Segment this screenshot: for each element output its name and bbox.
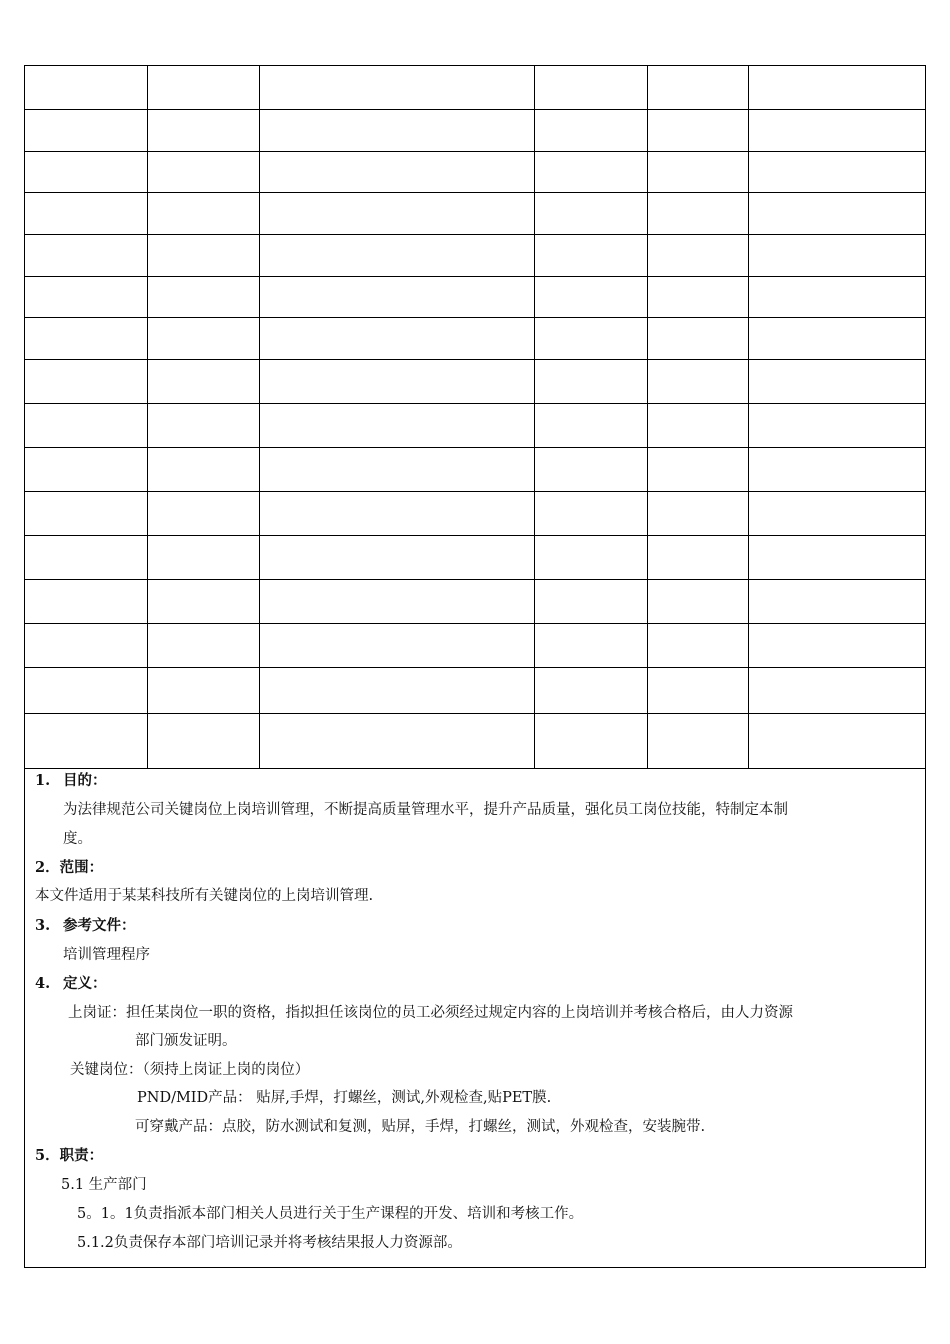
table-cell: [534, 491, 647, 535]
table-cell: [147, 535, 259, 579]
table-cell: [647, 403, 748, 447]
table-cell: [259, 66, 534, 109]
section-4-number: 4.: [35, 975, 51, 992]
definition-2: 关键岗位：（须持上岗证上岗的岗位）: [70, 1062, 310, 1078]
section-2-title: 2．范围：: [35, 859, 104, 876]
table-cell: [748, 151, 925, 192]
table-cell: [647, 192, 748, 234]
table-cell: [25, 403, 147, 447]
table-cell: [147, 491, 259, 535]
table-row: [25, 447, 925, 491]
table-cell: [647, 713, 748, 768]
table-cell: [748, 535, 925, 579]
table-row: [25, 403, 925, 447]
section-1-body-line1: 为法律规范公司关键岗位上岗培训管理，不断提高质量管理水平，提升产品质量，强化员工岗位技能，特制定本制: [63, 802, 788, 818]
table-cell: [25, 192, 147, 234]
table-cell: [647, 535, 748, 579]
table-row: [25, 317, 925, 359]
document-frame: [24, 65, 926, 1268]
section-5-1: 5.1 生产部门: [61, 1177, 147, 1193]
section-2-body: 本文件适用于某某科技所有关键岗位的上岗培训管理.: [35, 888, 374, 904]
table-cell: [647, 447, 748, 491]
table-cell: [748, 579, 925, 623]
table-cell: [748, 623, 925, 667]
table-cell: [647, 579, 748, 623]
table-cell: [25, 151, 147, 192]
table-cell: [259, 667, 534, 713]
table-row: [25, 579, 925, 623]
table-row: [25, 151, 925, 192]
table-cell: [534, 579, 647, 623]
table-cell: [534, 403, 647, 447]
table-cell: [534, 447, 647, 491]
table-cell: [25, 713, 147, 768]
table-cell: [748, 403, 925, 447]
section-4-title: 定义：: [63, 975, 107, 992]
table-cell: [25, 317, 147, 359]
table-cell: [534, 667, 647, 713]
table-cell: [147, 66, 259, 109]
table-cell: [647, 234, 748, 276]
table-cell: [259, 579, 534, 623]
table-cell: [534, 234, 647, 276]
table-cell: [147, 192, 259, 234]
section-5-title: 5．职责：: [35, 1147, 104, 1164]
table-cell: [25, 109, 147, 151]
table-row: [25, 667, 925, 713]
table-cell: [534, 713, 647, 768]
table-cell: [25, 491, 147, 535]
table-cell: [534, 66, 647, 109]
section-3-body: 培训管理程序: [63, 947, 150, 963]
table-cell: [647, 359, 748, 403]
table-cell: [748, 713, 925, 768]
table-cell: [259, 276, 534, 317]
table-cell: [647, 623, 748, 667]
table-cell: [259, 535, 534, 579]
table-row: [25, 623, 925, 667]
table-cell: [748, 276, 925, 317]
table-cell: [147, 317, 259, 359]
table-row: [25, 276, 925, 317]
table-cell: [147, 447, 259, 491]
table-cell: [25, 276, 147, 317]
table-cell: [147, 403, 259, 447]
table-cell: [534, 359, 647, 403]
table-cell: [748, 317, 925, 359]
section-1-number: 1.: [35, 772, 51, 789]
table-cell: [25, 579, 147, 623]
table-cell: [259, 623, 534, 667]
table-cell: [259, 359, 534, 403]
table-cell: [647, 276, 748, 317]
section-1-body-line2: 度。: [63, 831, 92, 847]
table-cell: [534, 317, 647, 359]
table-cell: [748, 192, 925, 234]
table-row: [25, 535, 925, 579]
table-cell: [748, 66, 925, 109]
table-cell: [748, 491, 925, 535]
table-row: [25, 192, 925, 234]
definition-1-line1: 上岗证：担任某岗位一职的资格，指拟担任该岗位的员工必须经过规定内容的上岗培训并考核合格后，由人力资源: [68, 1005, 793, 1021]
table-cell: [147, 579, 259, 623]
definition-2-item-1: PND/MID产品： 贴屏,手焊，打螺丝，测试,外观检查,贴PET膜.: [137, 1090, 552, 1106]
table-cell: [748, 234, 925, 276]
section-3-number: 3.: [35, 917, 51, 934]
table-cell: [647, 667, 748, 713]
table-cell: [147, 359, 259, 403]
section-3-title: 参考文件：: [63, 917, 136, 934]
table-cell: [534, 109, 647, 151]
table-cell: [25, 447, 147, 491]
table-cell: [647, 109, 748, 151]
table-cell: [748, 359, 925, 403]
table-cell: [647, 491, 748, 535]
blank-record-table: [25, 66, 925, 769]
table-cell: [259, 192, 534, 234]
table-cell: [259, 447, 534, 491]
table-cell: [259, 491, 534, 535]
table-cell: [147, 276, 259, 317]
table-cell: [147, 713, 259, 768]
table-cell: [25, 535, 147, 579]
table-cell: [647, 151, 748, 192]
table-cell: [259, 713, 534, 768]
section-5-1-2: 5.1.2负责保存本部门培训记录并将考核结果报人力资源部。: [77, 1235, 462, 1251]
table-cell: [147, 623, 259, 667]
table-cell: [259, 151, 534, 192]
table-cell: [534, 276, 647, 317]
table-cell: [534, 623, 647, 667]
table-cell: [25, 667, 147, 713]
table-cell: [748, 667, 925, 713]
table-cell: [147, 667, 259, 713]
table-row: [25, 234, 925, 276]
table-cell: [25, 623, 147, 667]
table-row: [25, 359, 925, 403]
table-row: [25, 109, 925, 151]
table-cell: [25, 66, 147, 109]
table-row: [25, 491, 925, 535]
table-cell: [147, 151, 259, 192]
table-cell: [647, 66, 748, 109]
table-row: [25, 66, 925, 109]
table-cell: [259, 317, 534, 359]
table-cell: [534, 535, 647, 579]
section-1-title: 目的：: [63, 772, 107, 789]
section-5-1-1: 5。1。1负责指派本部门相关人员进行关于生产课程的开发、培训和考核工作。: [77, 1206, 584, 1222]
table-cell: [748, 447, 925, 491]
table-row: [25, 713, 925, 768]
table-cell: [259, 403, 534, 447]
table-cell: [259, 234, 534, 276]
definition-2-item-2: 可穿戴产品：点胶，防水测试和复测，贴屏，手焊，打螺丝，测试，外观检查，安装腕带.: [135, 1119, 706, 1135]
definition-1-line2: 部门颁发证明。: [135, 1033, 237, 1049]
table-cell: [534, 192, 647, 234]
table-cell: [647, 317, 748, 359]
table-cell: [147, 109, 259, 151]
table-cell: [259, 109, 534, 151]
table-cell: [25, 359, 147, 403]
table-cell: [534, 151, 647, 192]
table-cell: [25, 234, 147, 276]
table-cell: [748, 109, 925, 151]
table-cell: [147, 234, 259, 276]
